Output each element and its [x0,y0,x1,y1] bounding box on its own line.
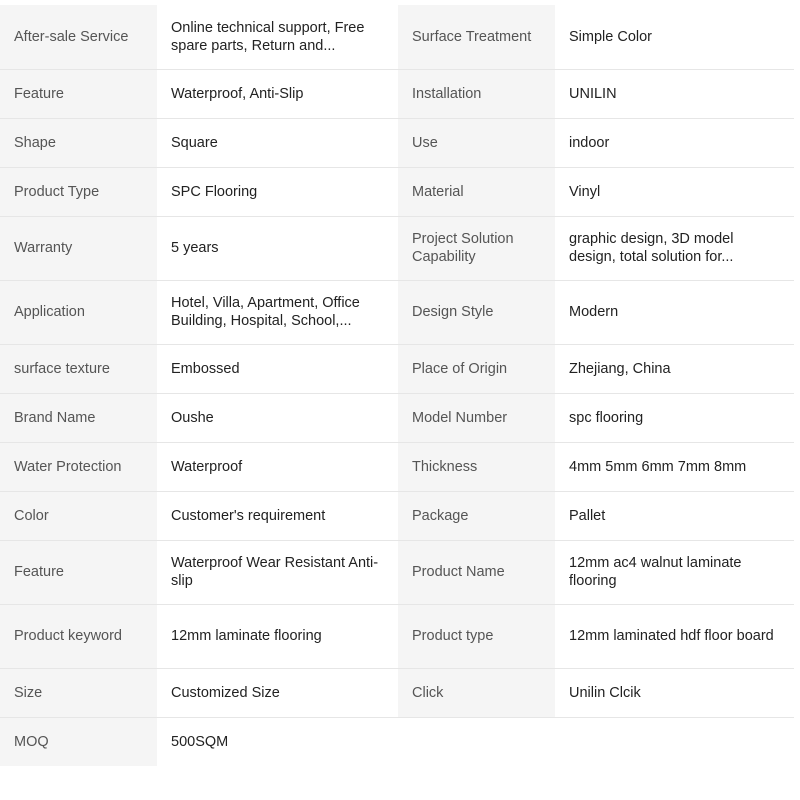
attribute-value-text: graphic design, 3D model design, total solution for... [569,231,734,265]
attribute-label: Design Style [398,280,555,344]
attribute-label: Water Protection [0,442,157,491]
attribute-value: Waterproof [157,442,398,491]
attribute-value: Pallet [555,491,794,540]
attribute-value [555,216,794,280]
table-row [0,167,794,216]
table-row [0,393,794,442]
attribute-label: Surface Treatment [398,5,555,69]
attribute-label: Package [398,491,555,540]
attribute-value: Waterproof, Anti-Slip [157,69,398,118]
attribute-value [157,280,398,344]
attribute-value: Customized Size [157,668,398,717]
table-row [0,118,794,167]
table-row [0,668,794,717]
table-row [0,5,794,69]
table-row [0,442,794,491]
attribute-label: Application [0,280,157,344]
attribute-value: Zhejiang, China [555,344,794,393]
attribute-label: Size [0,668,157,717]
attribute-value: Oushe [157,393,398,442]
attribute-label: Product keyword [0,604,157,668]
attribute-label: Product Name [398,540,555,604]
attribute-label: Product Type [0,167,157,216]
attribute-label: Color [0,491,157,540]
attribute-label: Click [398,668,555,717]
attribute-value: SPC Flooring [157,167,398,216]
empty-cell [398,717,555,766]
attribute-value: 12mm laminated hdf floor board [555,604,794,668]
attribute-value-text: Online technical support, Free spare parts, Return and... [171,19,365,54]
attribute-value: Waterproof Wear Resistant Anti-slip [157,540,398,604]
table-row [0,344,794,393]
attribute-label: Material [398,167,555,216]
attribute-label: Installation [398,69,555,118]
attribute-value: 12mm ac4 walnut laminate flooring [555,540,794,604]
attribute-label: Project Solution Capability [398,216,555,280]
attribute-value-text: Hotel, Villa, Apartment, Office Building, Hospital, School,... [171,295,360,329]
attribute-value: 12mm laminate flooring [157,604,398,668]
table-row [0,540,794,604]
attribute-value: Vinyl [555,167,794,216]
table-row [0,69,794,118]
attribute-value: 5 years [157,216,398,280]
table-row [0,280,794,344]
attribute-label: Thickness [398,442,555,491]
attribute-label: Product type [398,604,555,668]
attribute-label: Brand Name [0,393,157,442]
attribute-label: Place of Origin [398,344,555,393]
attribute-label: MOQ [0,717,157,766]
attribute-label: After-sale Service [0,5,157,69]
attribute-label: Shape [0,118,157,167]
attribute-value: Simple Color [555,5,794,69]
product-attributes-table [0,5,794,766]
attribute-value: UNILIN [555,69,794,118]
attribute-value: indoor [555,118,794,167]
empty-cell [555,717,794,766]
attribute-value: Embossed [157,344,398,393]
attribute-label: Feature [0,540,157,604]
table-row [0,604,794,668]
attribute-label: Use [398,118,555,167]
attribute-label: Model Number [398,393,555,442]
attribute-value: 500SQM [157,717,398,766]
attribute-label: surface texture [0,344,157,393]
attribute-value: Square [157,118,398,167]
table-row [0,491,794,540]
attribute-value: Customer's requirement [157,491,398,540]
attribute-value: Unilin Clcik [555,668,794,717]
attribute-value: spc flooring [555,393,794,442]
attribute-value: 4mm 5mm 6mm 7mm 8mm [555,442,794,491]
table-row [0,216,794,280]
table-row [0,717,794,766]
attribute-value: Modern [555,280,794,344]
attribute-label: Feature [0,69,157,118]
attribute-label: Warranty [0,216,157,280]
attribute-value [157,5,398,69]
